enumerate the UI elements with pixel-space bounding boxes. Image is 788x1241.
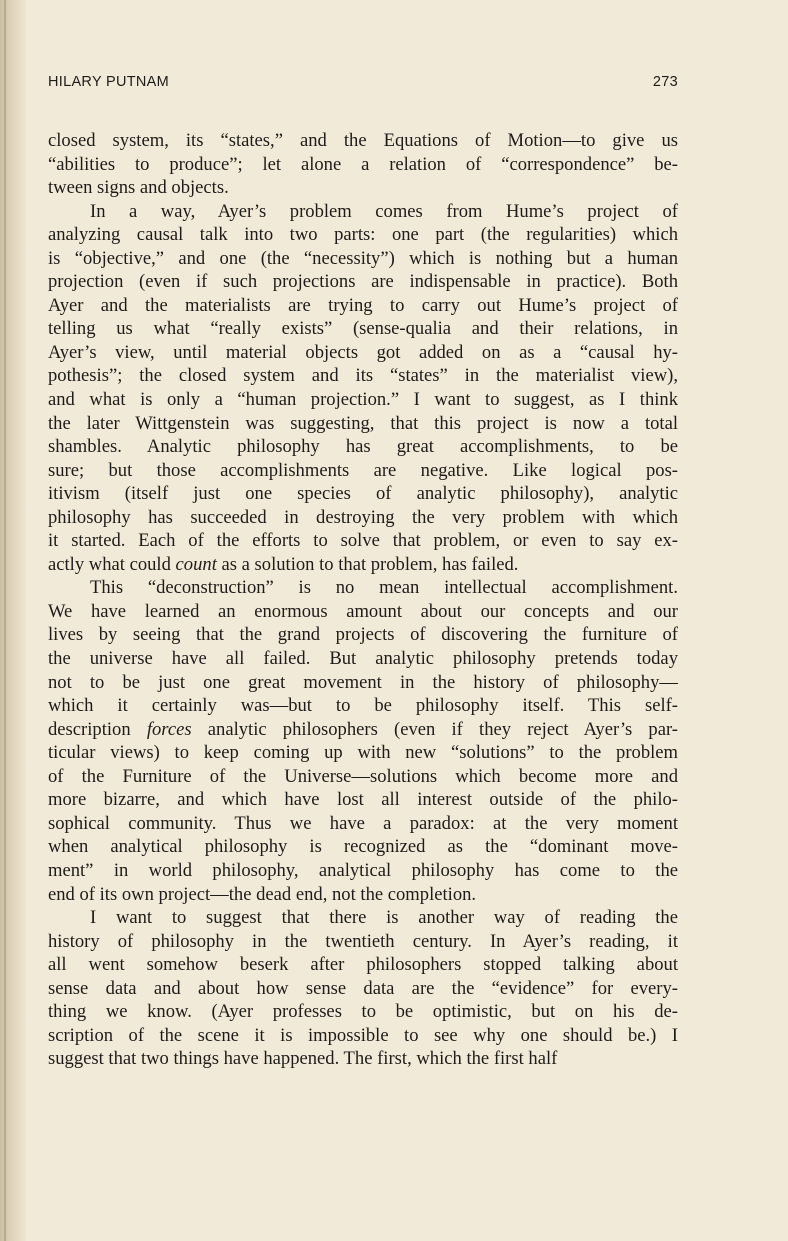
text-line: scription of the scene it is impossible to see why one should be.) I bbox=[48, 1024, 678, 1046]
text-line: history of philosophy in the twentieth century. In Ayer’s reading, it bbox=[48, 930, 678, 952]
text-line: and what is only a “human projection.” I want to suggest, as I think bbox=[48, 389, 678, 411]
text-line: ticular views) to keep coming up with new “solutions” to the problem bbox=[48, 742, 678, 764]
text-line: sophical community. Thus we have a paradox: at the very moment bbox=[48, 812, 678, 834]
text-line: Ayer and the materialists are trying to carry out Hume’s project of bbox=[48, 294, 678, 316]
text-line: shambles. Analytic philosophy has great accomplishments, to be bbox=[48, 436, 678, 458]
text-line: suggest that two things have happened. The first, which the first half bbox=[48, 1048, 558, 1070]
paragraph bbox=[48, 200, 678, 577]
text-line: lives by seeing that the grand projects of discovering the furniture of bbox=[48, 624, 678, 646]
paragraph bbox=[48, 576, 678, 906]
text-line: itivism (itself just one species of analytic philosophy), analytic bbox=[48, 483, 678, 505]
paragraph bbox=[48, 906, 678, 1071]
text-line: This “deconstruction” is no mean intellectual accomplishment. bbox=[90, 577, 678, 599]
text-line: actly what could count as a solution to that problem, has failed. bbox=[48, 553, 519, 575]
emphasis: forces bbox=[146, 718, 192, 740]
paragraph bbox=[48, 129, 678, 200]
text-line: “abilities to produce”; let alone a relation of “correspondence” be- bbox=[48, 153, 678, 175]
text-line: all went somehow beserk after philosophers stopped talking about bbox=[48, 954, 678, 976]
text-line: it started. Each of the efforts to solve that problem, or even to say ex- bbox=[48, 530, 678, 552]
text-line: philosophy has succeeded in destroying the very problem with which bbox=[48, 506, 678, 528]
text-line: closed system, its “states,” and the Equations of Motion—to give us bbox=[48, 130, 678, 151]
text-line: of the Furniture of the Universe—solutions which become more and bbox=[48, 765, 678, 787]
text-line: more bizarre, and which have lost all interest outside of the philo- bbox=[48, 789, 678, 811]
text-line: the later Wittgenstein was suggesting, that this project is now a total bbox=[48, 412, 678, 434]
text-line: which it certainly was—but to be philosophy itself. This self- bbox=[48, 695, 678, 717]
text-line: We have learned an enormous amount about our concepts and our bbox=[48, 600, 678, 622]
book-gutter bbox=[0, 0, 26, 1241]
text-line: ment” in world philosophy, analytical philosophy has come to the bbox=[48, 859, 678, 881]
page-number: 273 bbox=[652, 74, 678, 90]
text-line: end of its own project—the dead end, not the completion. bbox=[48, 883, 477, 905]
body-text bbox=[48, 129, 678, 1071]
text-line: pothesis”; the closed system and its “states” in the materialist view), bbox=[48, 365, 678, 387]
text-line: I want to suggest that there is another way of reading the bbox=[90, 907, 678, 929]
text-line: sense data and about how sense data are the “evidence” for every- bbox=[48, 977, 678, 999]
text-line: telling us what “really exists” (sense-qualia and their relations, in bbox=[48, 318, 678, 340]
text-line: thing we know. (Ayer professes to be optimistic, but on his de- bbox=[48, 1001, 678, 1023]
emphasis: count bbox=[175, 553, 217, 575]
text-line: the universe have all failed. But analytic philosophy pretends today bbox=[48, 648, 678, 670]
text-line: description forces analytic philosophers (even if they reject Ayer’s par- bbox=[48, 718, 678, 740]
text-line: not to be just one great movement in the history of philosophy— bbox=[48, 671, 678, 693]
gutter-edge bbox=[4, 0, 6, 1241]
text-line: sure; but those accomplishments are negative. Like logical pos- bbox=[48, 459, 678, 481]
text-line: tween signs and objects. bbox=[48, 177, 229, 199]
text-line: analyzing causal talk into two parts: one part (the regularities) which bbox=[48, 224, 678, 246]
running-head: HILARY PUTNAM bbox=[48, 74, 170, 90]
text-line: projection (even if such projections are indispensable in practice). Both bbox=[48, 271, 678, 293]
text-line: Ayer’s view, until material objects got added on as a “causal hy- bbox=[48, 341, 678, 363]
text-line: is “objective,” and one (the “necessity”) which is nothing but a human bbox=[48, 247, 678, 269]
text-line: In a way, Ayer’s problem comes from Hume’s project of bbox=[90, 200, 678, 222]
text-line: when analytical philosophy is recognized as the “dominant move- bbox=[48, 836, 678, 858]
